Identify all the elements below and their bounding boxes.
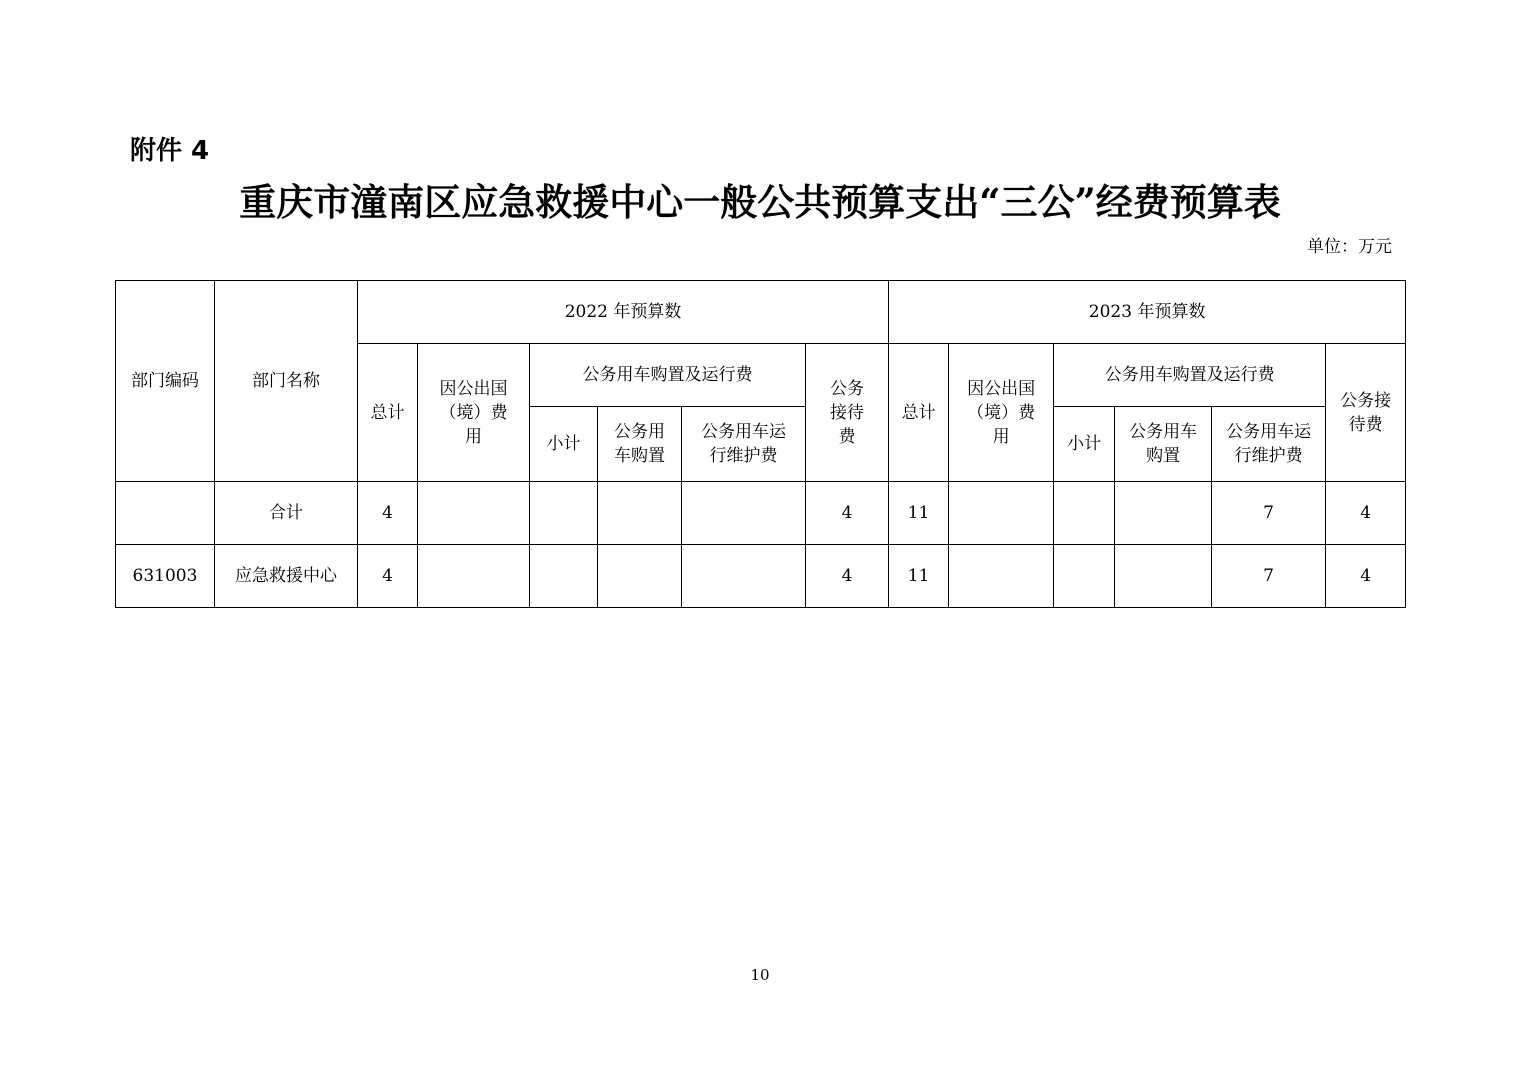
- cell-2023-abroad: [949, 545, 1054, 608]
- row-dept-name: 合计: [215, 482, 358, 545]
- attachment-label: 附件 4: [130, 136, 210, 166]
- cell-2022-vehicle-maintenance: [682, 545, 806, 608]
- cell-2023-vehicle-purchase: [1115, 482, 1212, 545]
- cell-2022-vehicle-purchase: [598, 545, 682, 608]
- unit-label: 单位：万元: [1307, 237, 1392, 257]
- header-dept-name: 部门名称: [215, 281, 358, 482]
- cell-2023-total: 11: [889, 482, 949, 545]
- cell-2023-subtotal: [1054, 545, 1115, 608]
- header-2022-total: 总计: [358, 344, 418, 482]
- header-2023-total: 总计: [889, 344, 949, 482]
- header-2022-vehicle-maintenance: 公务用车运行维护费: [682, 407, 806, 482]
- header-2023-vehicle-purchase: 公务用车购置: [1115, 407, 1212, 482]
- header-2022-vehicle-purchase: 公务用车购置: [598, 407, 682, 482]
- row-dept-code: [116, 482, 215, 545]
- header-year-2023: 2023 年预算数: [889, 281, 1406, 344]
- cell-2023-reception: 4: [1326, 482, 1406, 545]
- header-2022-subtotal: 小计: [530, 407, 598, 482]
- cell-2022-abroad: [418, 545, 530, 608]
- cell-2023-total: 11: [889, 545, 949, 608]
- cell-2022-reception: 4: [806, 482, 889, 545]
- cell-2023-reception: 4: [1326, 545, 1406, 608]
- cell-2022-vehicle-maintenance: [682, 482, 806, 545]
- header-2023-subtotal: 小计: [1054, 407, 1115, 482]
- header-2023-vehicle-maintenance: 公务用车运行维护费: [1212, 407, 1326, 482]
- cell-2023-abroad: [949, 482, 1054, 545]
- cell-2022-total: 4: [358, 545, 418, 608]
- cell-2023-vehicle-purchase: [1115, 545, 1212, 608]
- header-year-2022: 2022 年预算数: [358, 281, 889, 344]
- header-2023-reception: 公务接待费: [1326, 344, 1406, 482]
- budget-table: [115, 280, 1406, 608]
- cell-2022-reception: 4: [806, 545, 889, 608]
- cell-2023-vehicle-maintenance: 7: [1212, 482, 1326, 545]
- row-dept-name: 应急救援中心: [215, 545, 358, 608]
- header-2022-abroad: 因公出国（境）费用: [418, 344, 530, 482]
- cell-2022-vehicle-purchase: [598, 482, 682, 545]
- cell-2023-vehicle-maintenance: 7: [1212, 545, 1326, 608]
- header-row-years: [116, 281, 1406, 344]
- header-2023-vehicle-group: 公务用车购置及运行费: [1054, 344, 1326, 407]
- page-number: 10: [750, 966, 770, 984]
- header-2023-abroad: 因公出国（境）费用: [949, 344, 1054, 482]
- page-title: 重庆市潼南区应急救援中心一般公共预算支出“三公”经费预算表: [239, 180, 1281, 224]
- row-dept-code: 631003: [116, 545, 215, 608]
- table-row: [116, 482, 1406, 545]
- header-2022-vehicle-group: 公务用车购置及运行费: [530, 344, 806, 407]
- cell-2022-subtotal: [530, 482, 598, 545]
- cell-2022-subtotal: [530, 545, 598, 608]
- header-2022-reception: 公务接待费: [806, 344, 889, 482]
- cell-2022-abroad: [418, 482, 530, 545]
- header-dept-code: 部门编码: [116, 281, 215, 482]
- cell-2022-total: 4: [358, 482, 418, 545]
- cell-2023-subtotal: [1054, 482, 1115, 545]
- table-row: [116, 545, 1406, 608]
